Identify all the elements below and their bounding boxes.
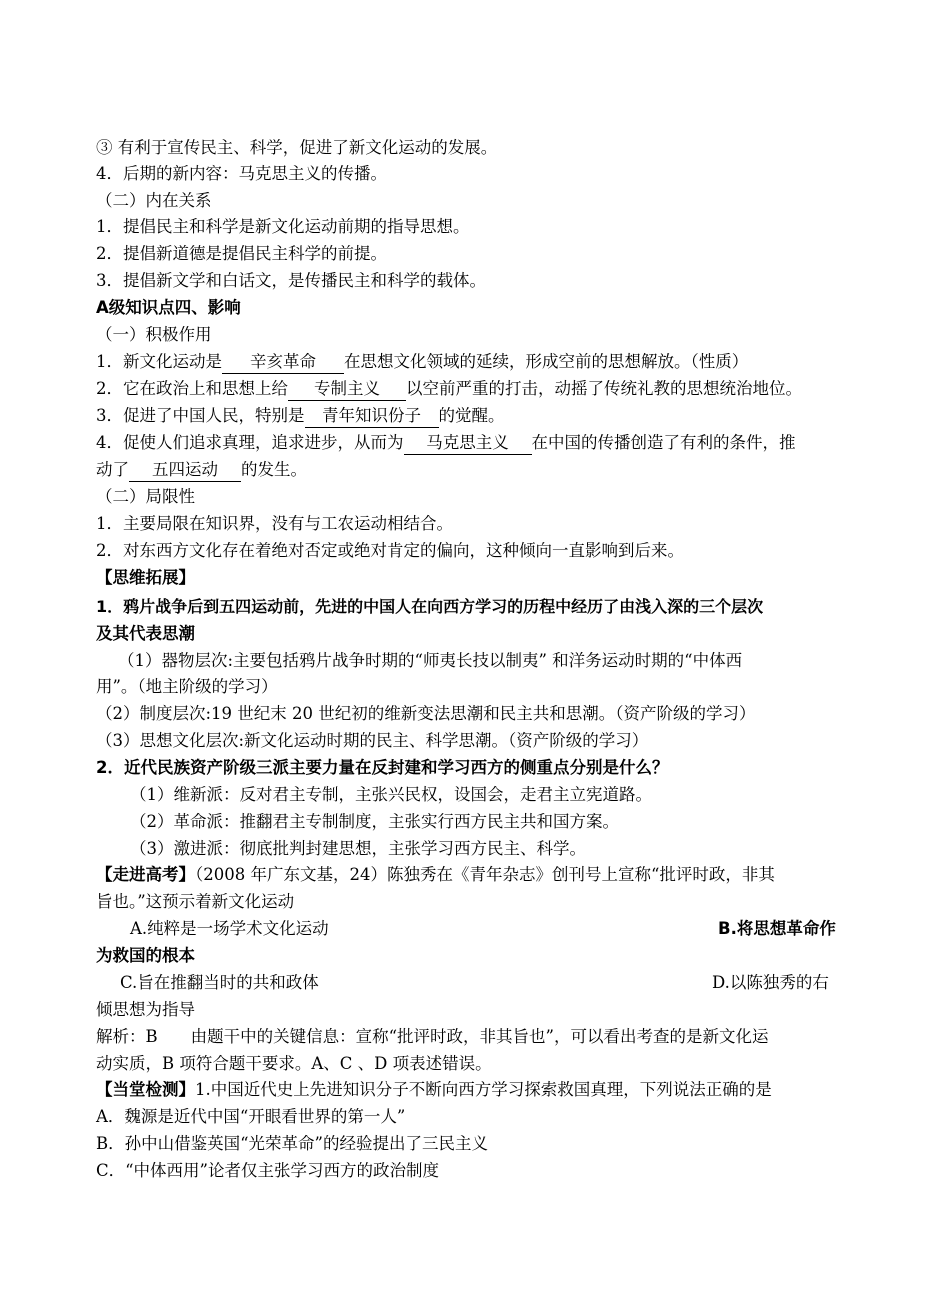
text-line: （1）器物层次:主要包括鸦片战争时期的“师夷长技以制夷” 和洋务运动时期的“中体西 bbox=[118, 651, 743, 670]
text-segment: 2．它在政治上和思想上给 bbox=[96, 379, 288, 398]
question-line: 1．鸦片战争后到五四运动前，先进的中国人在向西方学习的历程中经历了由浅入深的三个层次 bbox=[96, 597, 764, 616]
fill-blank-line bbox=[96, 457, 307, 483]
text-segment: 4．促使人们追求真理，追求进步，从而为 bbox=[96, 433, 404, 452]
fill-blank-line bbox=[96, 376, 802, 402]
answer-blank: 五四运动 bbox=[129, 459, 241, 482]
option-c: C．“中体西用”论者仅主张学习西方的政治制度 bbox=[96, 1161, 439, 1180]
text-line: 3．提倡新文学和白话文，是传播民主和科学的载体。 bbox=[96, 271, 486, 290]
section-label: 【走进高考】 bbox=[96, 865, 195, 884]
question-line: 及其代表思潮 bbox=[96, 624, 195, 643]
fill-blank-line bbox=[96, 430, 796, 456]
text-segment: 1．新文化运动是 bbox=[96, 352, 222, 371]
text-line: 2．提倡新道德是提倡民主科学的前提。 bbox=[96, 244, 387, 263]
text-line: （2）制度层次:19 世纪末 20 世纪初的维新变法思潮和民主共和思潮。（资产阶级的学习） bbox=[96, 704, 756, 723]
option-d-continued: 倾思想为指导 bbox=[96, 1000, 195, 1019]
text-line: ③ 有利于宣传民主、科学，促进了新文化运动的发展。 bbox=[96, 138, 498, 157]
text-line: （3）思想文化层次:新文化运动时期的民主、科学思潮。（资产阶级的学习） bbox=[96, 731, 649, 750]
text-line: 1．主要局限在知识界，没有与工农运动相结合。 bbox=[96, 514, 453, 533]
answer-blank: 马克思主义 bbox=[404, 432, 532, 455]
option-c: C.旨在推翻当时的共和政体 bbox=[120, 973, 319, 992]
fill-blank-line bbox=[96, 349, 748, 375]
text-segment: 1.中国近代史上先进知识分子不断向西方学习探索救国真理，下列说法正确的是 bbox=[195, 1080, 772, 1099]
text-segment: 3．促进了中国人民，特别是 bbox=[96, 406, 305, 425]
text-line: （2）革命派：推翻君主专制制度，主张实行西方民主共和国方案。 bbox=[130, 812, 619, 831]
text-line: 1．提倡民主和科学是新文化运动前期的指导思想。 bbox=[96, 217, 470, 236]
text-segment: 的发生。 bbox=[241, 460, 307, 479]
text-segment: （2008 年广东文基，24）陈独秀在《青年杂志》创刊号上宣称“批评时政，非其 bbox=[195, 865, 775, 884]
option-d: D.以陈独秀的右 bbox=[712, 973, 829, 992]
question-line: 2．近代民族资产阶级三派主要力量在反封建和学习西方的侧重点分别是什么？ bbox=[96, 758, 669, 777]
subheading: （一）积极作用 bbox=[96, 325, 212, 344]
option-b: B.将思想革命作 bbox=[718, 919, 836, 938]
section-heading: 【思维拓展】 bbox=[96, 568, 195, 587]
option-b-continued: 为救国的根本 bbox=[96, 946, 195, 965]
option-a: A．魏源是近代中国“开眼看世界的第一人” bbox=[96, 1107, 406, 1126]
section-label: 【当堂检测】 bbox=[96, 1080, 195, 1099]
fill-blank-line bbox=[96, 403, 505, 429]
text-line: 4．后期的新内容：马克思主义的传播。 bbox=[96, 164, 387, 183]
answer-blank: 辛亥革命 bbox=[222, 351, 344, 374]
option-b: B．孙中山借鉴英国“光荣革命”的经验提出了三民主义 bbox=[96, 1134, 488, 1153]
text-segment: 在思想文化领域的延续，形成空前的思想解放。（性质） bbox=[344, 352, 749, 371]
text-segment: 以空前严重的打击，动摇了传统礼教的思想统治地位。 bbox=[406, 379, 802, 398]
text-line: 用”。（地主阶级的学习） bbox=[96, 677, 278, 696]
exam-question-line bbox=[96, 862, 775, 888]
text-line: 2．对东西方文化存在着绝对否定或绝对肯定的偏向，这种倾向一直影响到后来。 bbox=[96, 541, 684, 560]
text-segment: 的觉醒。 bbox=[438, 406, 505, 425]
text-segment: 动了 bbox=[96, 460, 129, 479]
subheading: （二）内在关系 bbox=[96, 191, 212, 210]
exam-question-line bbox=[96, 1077, 772, 1103]
text-line: 旨也。”这预示着新文化运动 bbox=[96, 892, 295, 911]
text-segment: 在中国的传播创造了有利的条件，推 bbox=[531, 433, 796, 452]
option-a: A.纯粹是一场学术文化运动 bbox=[130, 919, 329, 938]
subheading: （二）局限性 bbox=[96, 487, 195, 506]
analysis-line: 解析：B 由题干中的关键信息：宣称“批评时政，非其旨也”，可以看出考查的是新文化运 bbox=[96, 1027, 769, 1046]
section-heading: A级知识点四、影响 bbox=[96, 298, 241, 317]
analysis-line: 动实质，B 项符合题干要求。A、C 、D 项表述错误。 bbox=[96, 1054, 492, 1073]
text-line: （3）激进派：彻底批判封建思想，主张学习西方民主、科学。 bbox=[130, 839, 586, 858]
answer-blank: 青年知识份子 bbox=[305, 405, 439, 428]
text-line: （1）维新派：反对君主专制，主张兴民权，设国会，走君主立宪道路。 bbox=[130, 785, 652, 804]
answer-blank: 专制主义 bbox=[288, 378, 406, 401]
